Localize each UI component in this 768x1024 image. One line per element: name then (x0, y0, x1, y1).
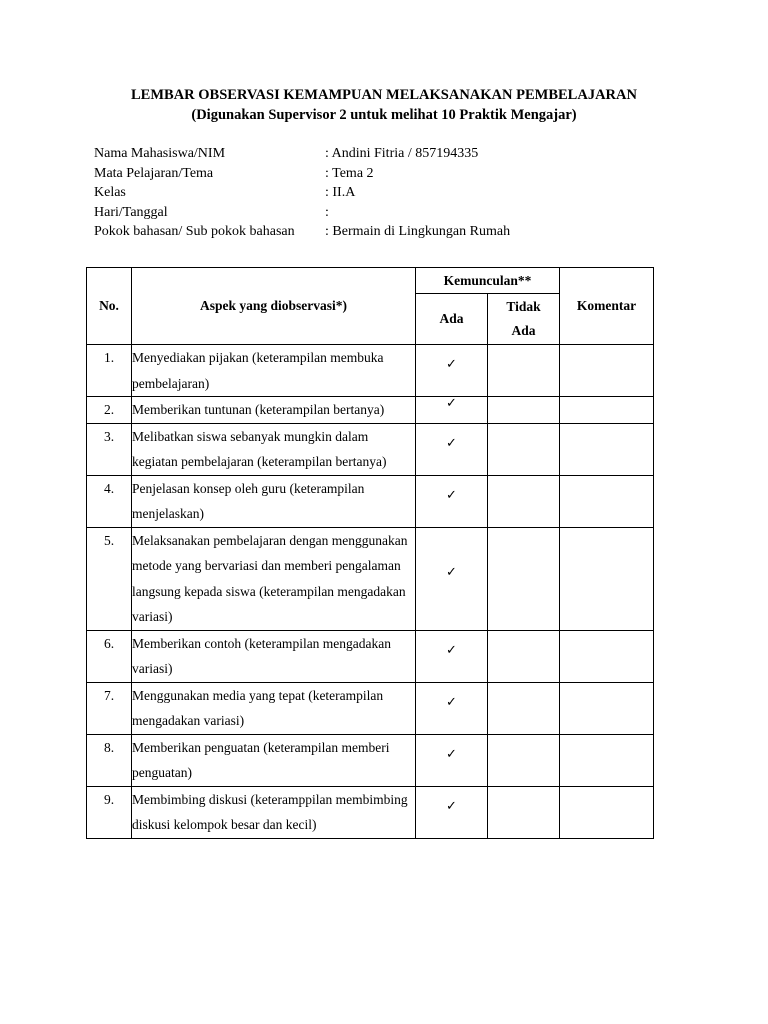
info-row-date (94, 203, 510, 223)
row-aspect: Memberikan penguatan (keterampilan memberi penguatan) (132, 734, 416, 786)
row-number: 8. (87, 734, 132, 786)
cell-ada (416, 397, 488, 424)
cell-ada (416, 527, 488, 630)
row-aspect: Menyediakan pijakan (keterampilan membuka pembelajaran) (132, 345, 416, 397)
cell-komentar (560, 397, 654, 424)
info-label: Kelas (94, 185, 126, 200)
info-row-topic (94, 222, 510, 242)
table-row (87, 734, 654, 786)
row-number: 1. (87, 345, 132, 397)
cell-tidak-ada (488, 397, 560, 424)
cell-ada (416, 423, 488, 475)
cell-tidak-ada (488, 527, 560, 630)
row-number: 5. (87, 527, 132, 630)
cell-tidak-ada (488, 345, 560, 397)
info-value: : II.A (325, 185, 356, 200)
table-row (87, 345, 654, 397)
check-icon: ✓ (446, 642, 457, 658)
row-aspect: Memberikan contoh (keterampilan mengadakan variasi) (132, 630, 416, 682)
row-number: 7. (87, 682, 132, 734)
cell-komentar (560, 527, 654, 630)
header-tidak-line: Tidak (506, 299, 541, 314)
check-icon: ✓ (446, 694, 457, 710)
table-row (87, 786, 654, 838)
info-label: Mata Pelajaran/Tema (94, 165, 214, 181)
row-number: 2. (87, 397, 132, 424)
check-icon: ✓ (446, 357, 457, 372)
info-label: Hari/Tanggal (94, 204, 168, 220)
header-komentar: Komentar (560, 268, 654, 345)
table-row (87, 475, 654, 527)
row-aspect: Memberikan tuntunan (keterampilan bertanya) (132, 397, 416, 424)
header-kemunculan: Kemunculan** (416, 268, 560, 294)
document-subtitle: (Digunakan Supervisor 2 untuk melihat 10 Praktik Mengajar) (191, 107, 577, 123)
document-title: LEMBAR OBSERVASI KEMAMPUAN MELAKSANAKAN PEMBELAJARAN (131, 87, 637, 103)
cell-ada (416, 786, 488, 838)
student-info (94, 144, 510, 242)
header-no: No. (87, 268, 132, 345)
row-aspect: Melaksanakan pembelajaran dengan menggunakan metode yang bervariasi dan memberi pengalaman langsung kepada siswa (keterampilan mengadakan variasi) (132, 527, 416, 630)
header-aspect: Aspek yang diobservasi*) (132, 268, 416, 345)
check-icon: ✓ (446, 798, 457, 814)
cell-komentar (560, 630, 654, 682)
cell-tidak-ada (488, 682, 560, 734)
info-row-class (94, 183, 510, 203)
table-row (87, 682, 654, 734)
check-icon: ✓ (446, 487, 457, 503)
observation-rows (87, 345, 654, 839)
row-number: 6. (87, 630, 132, 682)
row-aspect: Membimbing diskusi (keteramppilan membimbing diskusi kelompok besar dan kecil) (132, 786, 416, 838)
table-row (87, 397, 654, 424)
row-aspect: Melibatkan siswa sebanyak mungkin dalam kegiatan pembelajaran (keterampilan bertanya) (132, 423, 416, 475)
info-value: : Bermain di Lingkungan Rumah (325, 224, 511, 239)
row-number: 9. (87, 786, 132, 838)
row-aspect: Penjelasan konsep oleh guru (keterampilan menjelaskan) (132, 475, 416, 527)
cell-tidak-ada (488, 630, 560, 682)
check-icon: ✓ (446, 746, 457, 762)
table-row (87, 630, 654, 682)
row-number: 4. (87, 475, 132, 527)
cell-ada (416, 734, 488, 786)
observation-table (86, 267, 654, 839)
cell-komentar (560, 475, 654, 527)
cell-ada (416, 630, 488, 682)
check-icon: ✓ (446, 396, 457, 412)
header-ada: Ada (416, 294, 488, 345)
info-value: : Andini Fitria / 857194335 (325, 146, 479, 161)
info-row-subject (94, 164, 510, 184)
cell-komentar (560, 786, 654, 838)
info-value: : (325, 204, 329, 220)
cell-komentar (560, 734, 654, 786)
cell-komentar (560, 682, 654, 734)
info-row-name (94, 144, 510, 164)
check-icon: ✓ (446, 435, 457, 451)
row-aspect: Menggunakan media yang tepat (keterampilan mengadakan variasi) (132, 682, 416, 734)
cell-ada (416, 345, 488, 397)
header-ada-line: Ada (511, 323, 536, 338)
info-value: : Tema 2 (325, 165, 374, 181)
check-icon: ✓ (446, 565, 457, 580)
info-label: Pokok bahasan/ Sub pokok bahasan (94, 224, 295, 239)
cell-tidak-ada (488, 475, 560, 527)
cell-komentar (560, 345, 654, 397)
cell-tidak-ada (488, 786, 560, 838)
cell-ada (416, 682, 488, 734)
info-label: Nama Mahasiswa/NIM (94, 146, 226, 161)
header-tidak-ada (488, 294, 560, 345)
table-row (87, 527, 654, 630)
cell-tidak-ada (488, 734, 560, 786)
table-row (87, 423, 654, 475)
cell-ada (416, 475, 488, 527)
cell-tidak-ada (488, 423, 560, 475)
row-number: 3. (87, 423, 132, 475)
cell-komentar (560, 423, 654, 475)
